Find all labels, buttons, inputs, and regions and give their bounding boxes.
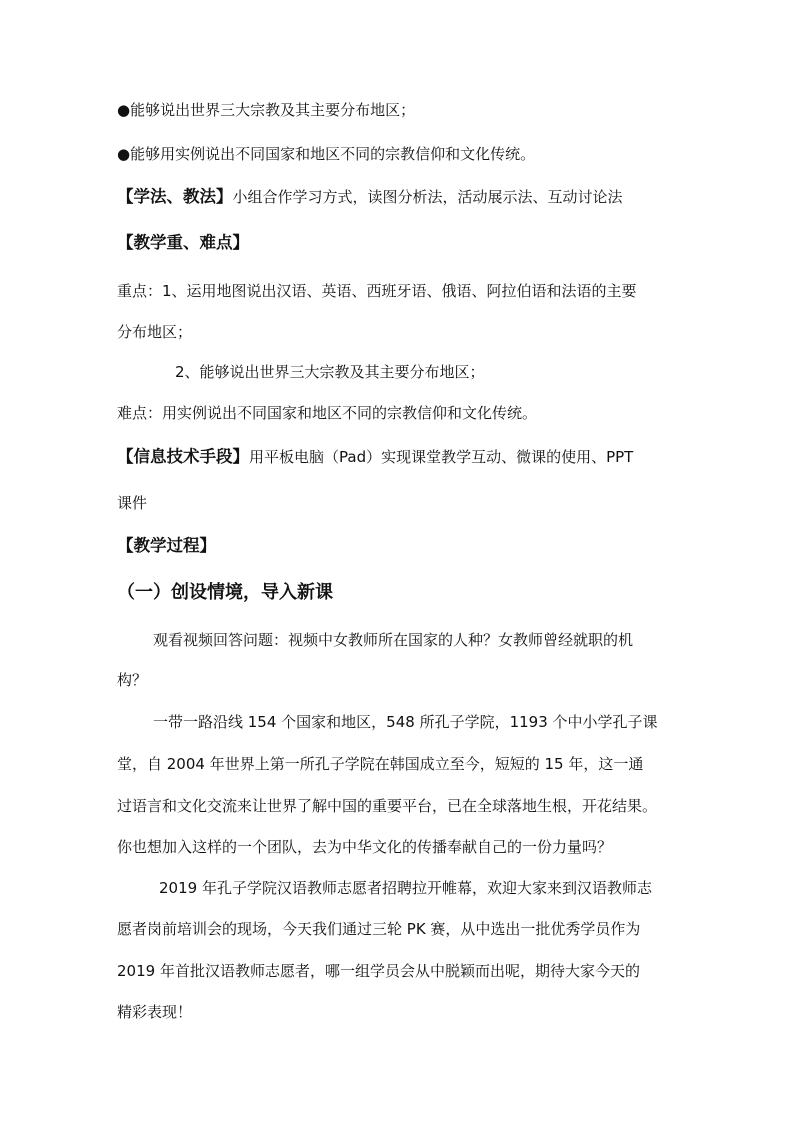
section1-title: （一）创设情境，导入新课 <box>117 582 333 603</box>
it-means-text: 用平板电脑（Pad）实现课堂教学互动、微课的使用、PPT <box>249 448 634 466</box>
para2-line3: 过语言和文化交流来让世界了解中国的重要平台，已在全球落地生根，开花结果。 <box>117 797 658 815</box>
methods-label: 【学法、教法】 <box>117 187 233 206</box>
it-means-line2: 课件 <box>117 494 148 512</box>
key-point-line1: 重点：1、运用地图说出汉语、英语、西班牙语、俄语、阿拉伯语和法语的主要 <box>117 282 637 300</box>
key-point-line2: 分布地区； <box>117 323 193 341</box>
it-means-label: 【信息技术手段】 <box>117 447 249 466</box>
para2-line1: 一带一路沿线 154 个国家和地区，548 所孔子学院，1193 个中小学孔子课 <box>153 713 658 731</box>
bullet-religions: ●能够说出世界三大宗教及其主要分布地区； <box>117 101 416 119</box>
para3-line2: 愿者岗前培训会的现场，今天我们通过三轮 PK 赛，从中选出一批优秀学员作为 <box>117 920 641 938</box>
it-means-row <box>117 447 633 467</box>
para3-line1: 2019 年孔子学院汉语教师志愿者招聘拉开帷幕，欢迎大家来到汉语教师志 <box>159 879 652 897</box>
bullet-culture: ●能够用实例说出不同国家和地区不同的宗教信仰和文化传统。 <box>117 145 536 163</box>
methods-text: 小组合作学习方式，读图分析法，活动展示法、互动讨论法 <box>232 188 623 206</box>
para3-line4: 精彩表现！ <box>117 1003 193 1021</box>
process-heading: 【教学过程】 <box>117 536 216 555</box>
difficult-point: 难点：用实例说出不同国家和地区不同的宗教信仰和文化传统。 <box>117 404 538 422</box>
key-point-item2: 2、能够说出世界三大宗教及其主要分布地区； <box>175 363 485 381</box>
para3-line3: 2019 年首批汉语教师志愿者，哪一组学员会从中脱颖而出呢，期待大家今天的 <box>117 962 640 980</box>
para1-line1: 观看视频回答问题：视频中女教师所在国家的人种？女教师曾经就职的机 <box>153 631 634 649</box>
para2-line2: 堂，自 2004 年世界上第一所孔子学院在韩国成立至今，短短的 15 年，这一通 <box>117 755 644 773</box>
para1-line2: 构？ <box>117 671 148 689</box>
methods-row <box>117 187 623 207</box>
para2-line4: 你也想加入这样的一个团队，去为中华文化的传播奉献自己的一份力量吗？ <box>117 838 613 856</box>
key-difficult-heading: 【教学重、难点】 <box>117 233 249 252</box>
